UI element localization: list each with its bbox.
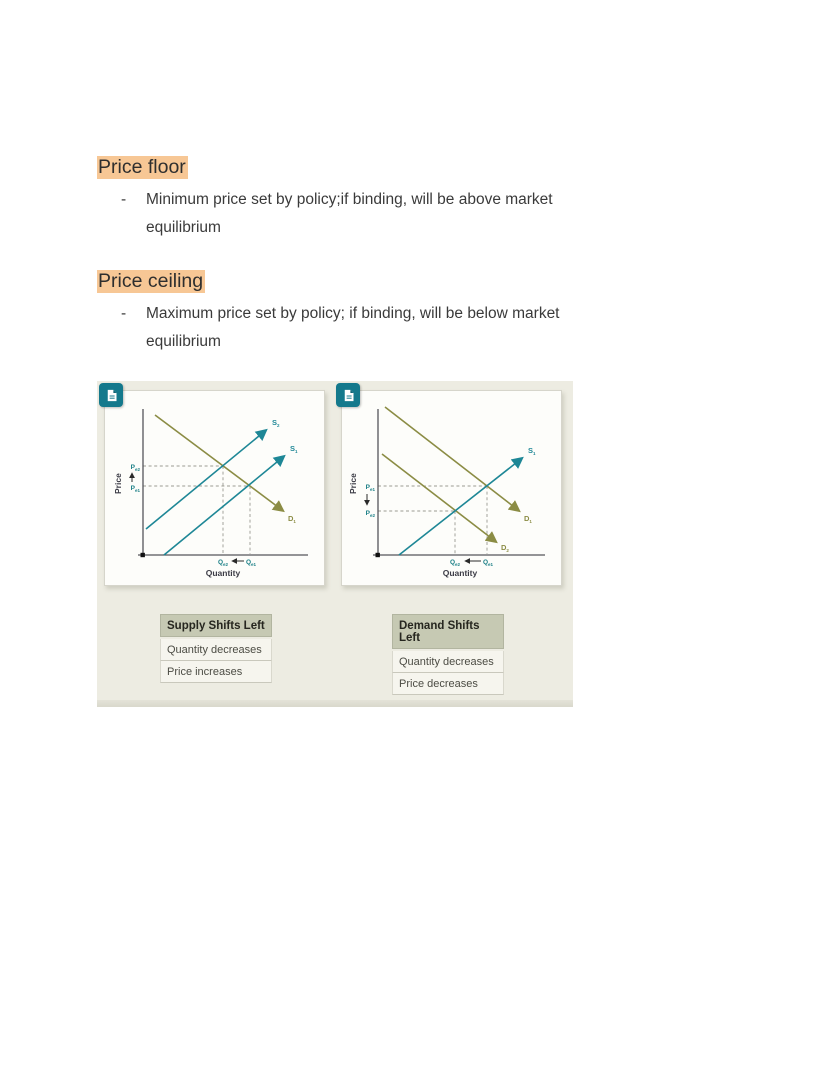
- quantity-right-label: $Q_{e1}$: [245, 559, 257, 567]
- axes: [373, 409, 545, 555]
- price-top-label: $P_{e1}$: [365, 484, 375, 492]
- s2-label: $S_2$: [272, 418, 280, 428]
- s1-label: $S_1$: [290, 444, 298, 454]
- y-axis-label: Price: [113, 473, 123, 494]
- supply-curve-s1: [164, 457, 283, 555]
- demand-curve-d1: [385, 407, 518, 510]
- table-header: Demand Shifts Left: [392, 614, 504, 649]
- quantity-left-label: $Q_{e2}$: [217, 559, 229, 567]
- x-axis-label: Quantity: [205, 568, 241, 578]
- highlighted-text: Price ceiling: [98, 270, 204, 292]
- table-row: Price increases: [160, 661, 272, 683]
- y-axis-label: Price: [348, 473, 358, 494]
- d1-label: $D_1$: [524, 514, 532, 524]
- heading-price-ceiling: [97, 268, 205, 295]
- table-row: Quantity decreases: [392, 651, 504, 673]
- document-icon: [99, 383, 123, 407]
- bullet-text: Maximum price set by policy; if binding, will be below market equilibrium: [146, 305, 560, 350]
- quantity-right-label: $Q_{e1}$: [482, 559, 494, 567]
- d1-label: $D_1$: [288, 514, 296, 524]
- table-header: Supply Shifts Left: [160, 614, 272, 637]
- demand-shift-table: [392, 614, 504, 695]
- document-icon: [336, 383, 360, 407]
- origin-dot: [376, 553, 380, 557]
- highlighted-text: Price floor: [98, 156, 186, 178]
- bullet-marker: -: [121, 191, 127, 208]
- price-top-label: $P_{e2}$: [130, 464, 140, 472]
- bullet-text: Minimum price set by policy;if binding, will be above market equilibrium: [146, 191, 553, 236]
- supply-shift-graph-panel: [104, 390, 325, 586]
- supply-curve-s1: [399, 459, 521, 555]
- price-bottom-label: $P_{e2}$: [365, 510, 375, 518]
- s1-label: $S_1$: [528, 446, 536, 456]
- figure-bottom-shadow: [97, 700, 573, 707]
- demand-curve-d2: [382, 454, 495, 541]
- demand-shift-graph-panel: [341, 390, 562, 586]
- origin-dot: [141, 553, 145, 557]
- demand-curve-d1: [155, 415, 282, 510]
- bullet-marker: -: [121, 305, 127, 322]
- supply-curve-s2: [146, 431, 265, 529]
- axes: [138, 409, 308, 555]
- bullet-price-ceiling: [121, 300, 618, 355]
- supply-shift-graph: [105, 391, 326, 587]
- table-row: Quantity decreases: [160, 639, 272, 661]
- table-row: Price decreases: [392, 673, 504, 695]
- quantity-left-label: $Q_{e2}$: [449, 559, 461, 567]
- price-bottom-label: $P_{e1}$: [130, 485, 140, 493]
- supply-shift-table: [160, 614, 272, 683]
- d2-label: $D_2$: [501, 543, 509, 553]
- demand-shift-graph: [342, 391, 563, 587]
- x-axis-label: Quantity: [442, 568, 478, 578]
- heading-price-floor: [97, 154, 188, 181]
- dashed-guides: [143, 466, 250, 554]
- dashed-guides: [378, 486, 487, 554]
- bullet-price-floor: [121, 186, 618, 241]
- embedded-figure-image[interactable]: [97, 381, 573, 707]
